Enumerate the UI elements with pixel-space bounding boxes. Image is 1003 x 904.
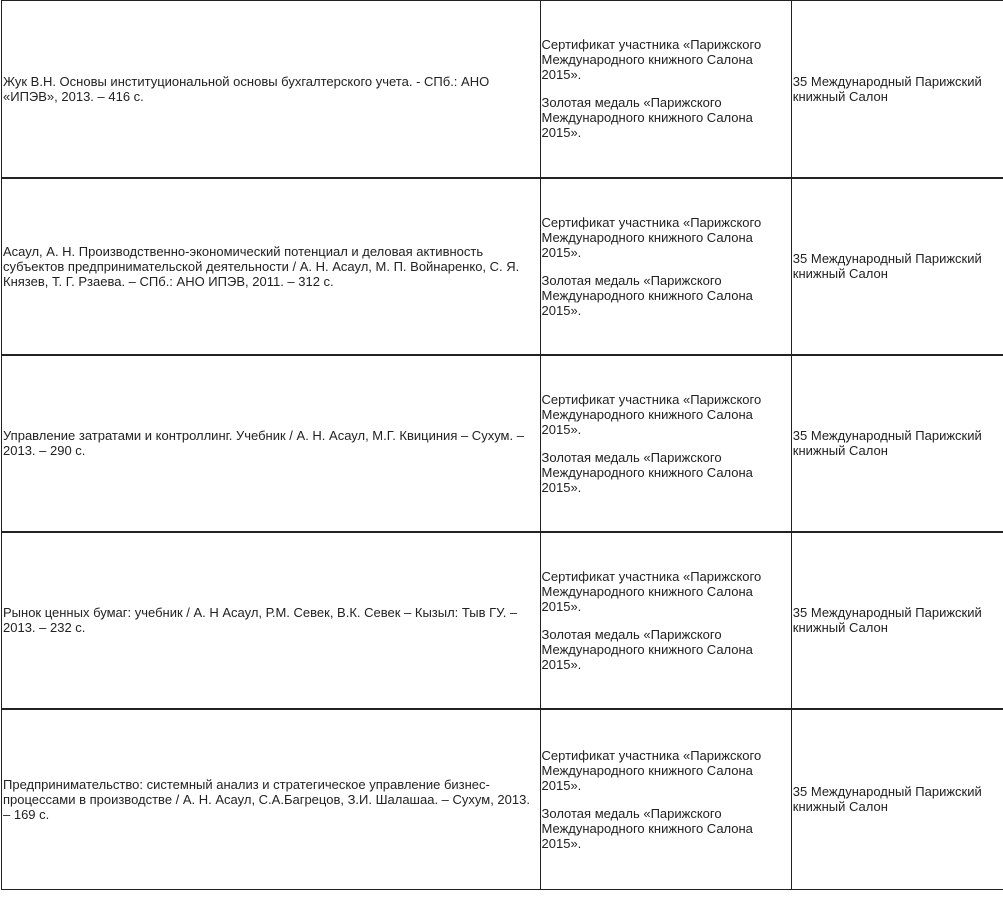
awards-cell bbox=[540, 709, 791, 890]
book-citation: Управление затратами и контроллинг. Учебник / А. Н. Асаул, М.Г. Квициния – Сухум. – 2013. – 290 с. bbox=[3, 428, 524, 458]
event-cell bbox=[791, 178, 1003, 355]
event-cell bbox=[791, 532, 1003, 709]
event-cell bbox=[791, 709, 1003, 890]
event-name: 35 Международный Парижский книжный Салон bbox=[792, 605, 982, 635]
book-cell bbox=[2, 1, 541, 178]
table-row bbox=[2, 1, 1003, 178]
book-citation: Жук В.Н. Основы институциональной основы бухгалтерского учета. - СПб.: АНО «ИПЭВ», 2013. – 416 с. bbox=[3, 73, 490, 104]
table-row bbox=[2, 532, 1003, 709]
book-citation: Рынок ценных бумаг: учебник / А. Н Асаул, Р.М. Севек, В.К. Севек – Кызыл: Тыв ГУ. – 2013. – 232 с. bbox=[3, 605, 518, 635]
table-row bbox=[2, 355, 1003, 532]
book-cell bbox=[2, 532, 541, 709]
awards-table bbox=[1, 0, 1003, 890]
award-certificate: Сертификат участника «Парижского Международного книжного Салона 2015». bbox=[541, 747, 762, 793]
event-cell bbox=[791, 355, 1003, 532]
award-gold-medal: Золотая медаль «Парижского Международного книжного Салона 2015». bbox=[541, 95, 753, 141]
award-gold-medal: Золотая медаль «Парижского Международного книжного Салона 2015». bbox=[541, 449, 753, 495]
table-row bbox=[2, 178, 1003, 355]
event-name: 35 Международный Парижский книжный Салон bbox=[792, 784, 982, 815]
book-citation: Асаул, А. Н. Производственно-экономический потенциал и деловая активность субъектов предпринимательской деятельности / А. Н. Асаул, М. П. Войнаренко, С. Я. Князев, Т. Г. Рзаева. – СПб.: АНО ИПЭВ, 2011. – 312 с. bbox=[3, 243, 520, 289]
awards-cell bbox=[540, 532, 791, 709]
book-citation: Предпринимательство: системный анализ и стратегическое управление бизнес-процессами в производстве / А. Н. Асаул, С.А.Багрецов, З.И. Шалашаа. – Сухум, 2013. – 169 с. bbox=[3, 776, 530, 822]
awards-cell bbox=[540, 355, 791, 532]
book-cell bbox=[2, 178, 541, 355]
event-name: 35 Международный Парижский книжный Салон bbox=[792, 73, 982, 104]
event-name: 35 Международный Парижский книжный Салон bbox=[792, 428, 982, 458]
award-certificate: Сертификат участника «Парижского Международного книжного Салона 2015». bbox=[541, 37, 762, 83]
event-name: 35 Международный Парижский книжный Салон bbox=[792, 251, 982, 281]
event-cell bbox=[791, 1, 1003, 178]
award-certificate: Сертификат участника «Парижского Международного книжного Салона 2015». bbox=[541, 568, 762, 614]
book-cell bbox=[2, 355, 541, 532]
award-gold-medal: Золотая медаль «Парижского Международного книжного Салона 2015». bbox=[541, 805, 753, 851]
awards-cell bbox=[540, 178, 791, 355]
book-cell bbox=[2, 709, 541, 890]
awards-cell bbox=[540, 1, 791, 178]
award-certificate: Сертификат участника «Парижского Международного книжного Салона 2015». bbox=[541, 391, 762, 437]
award-gold-medal: Золотая медаль «Парижского Международного книжного Салона 2015». bbox=[541, 272, 753, 318]
award-gold-medal: Золотая медаль «Парижского Международного книжного Салона 2015». bbox=[541, 626, 753, 672]
award-certificate: Сертификат участника «Парижского Международного книжного Салона 2015». bbox=[541, 214, 762, 260]
table-row bbox=[2, 709, 1003, 890]
